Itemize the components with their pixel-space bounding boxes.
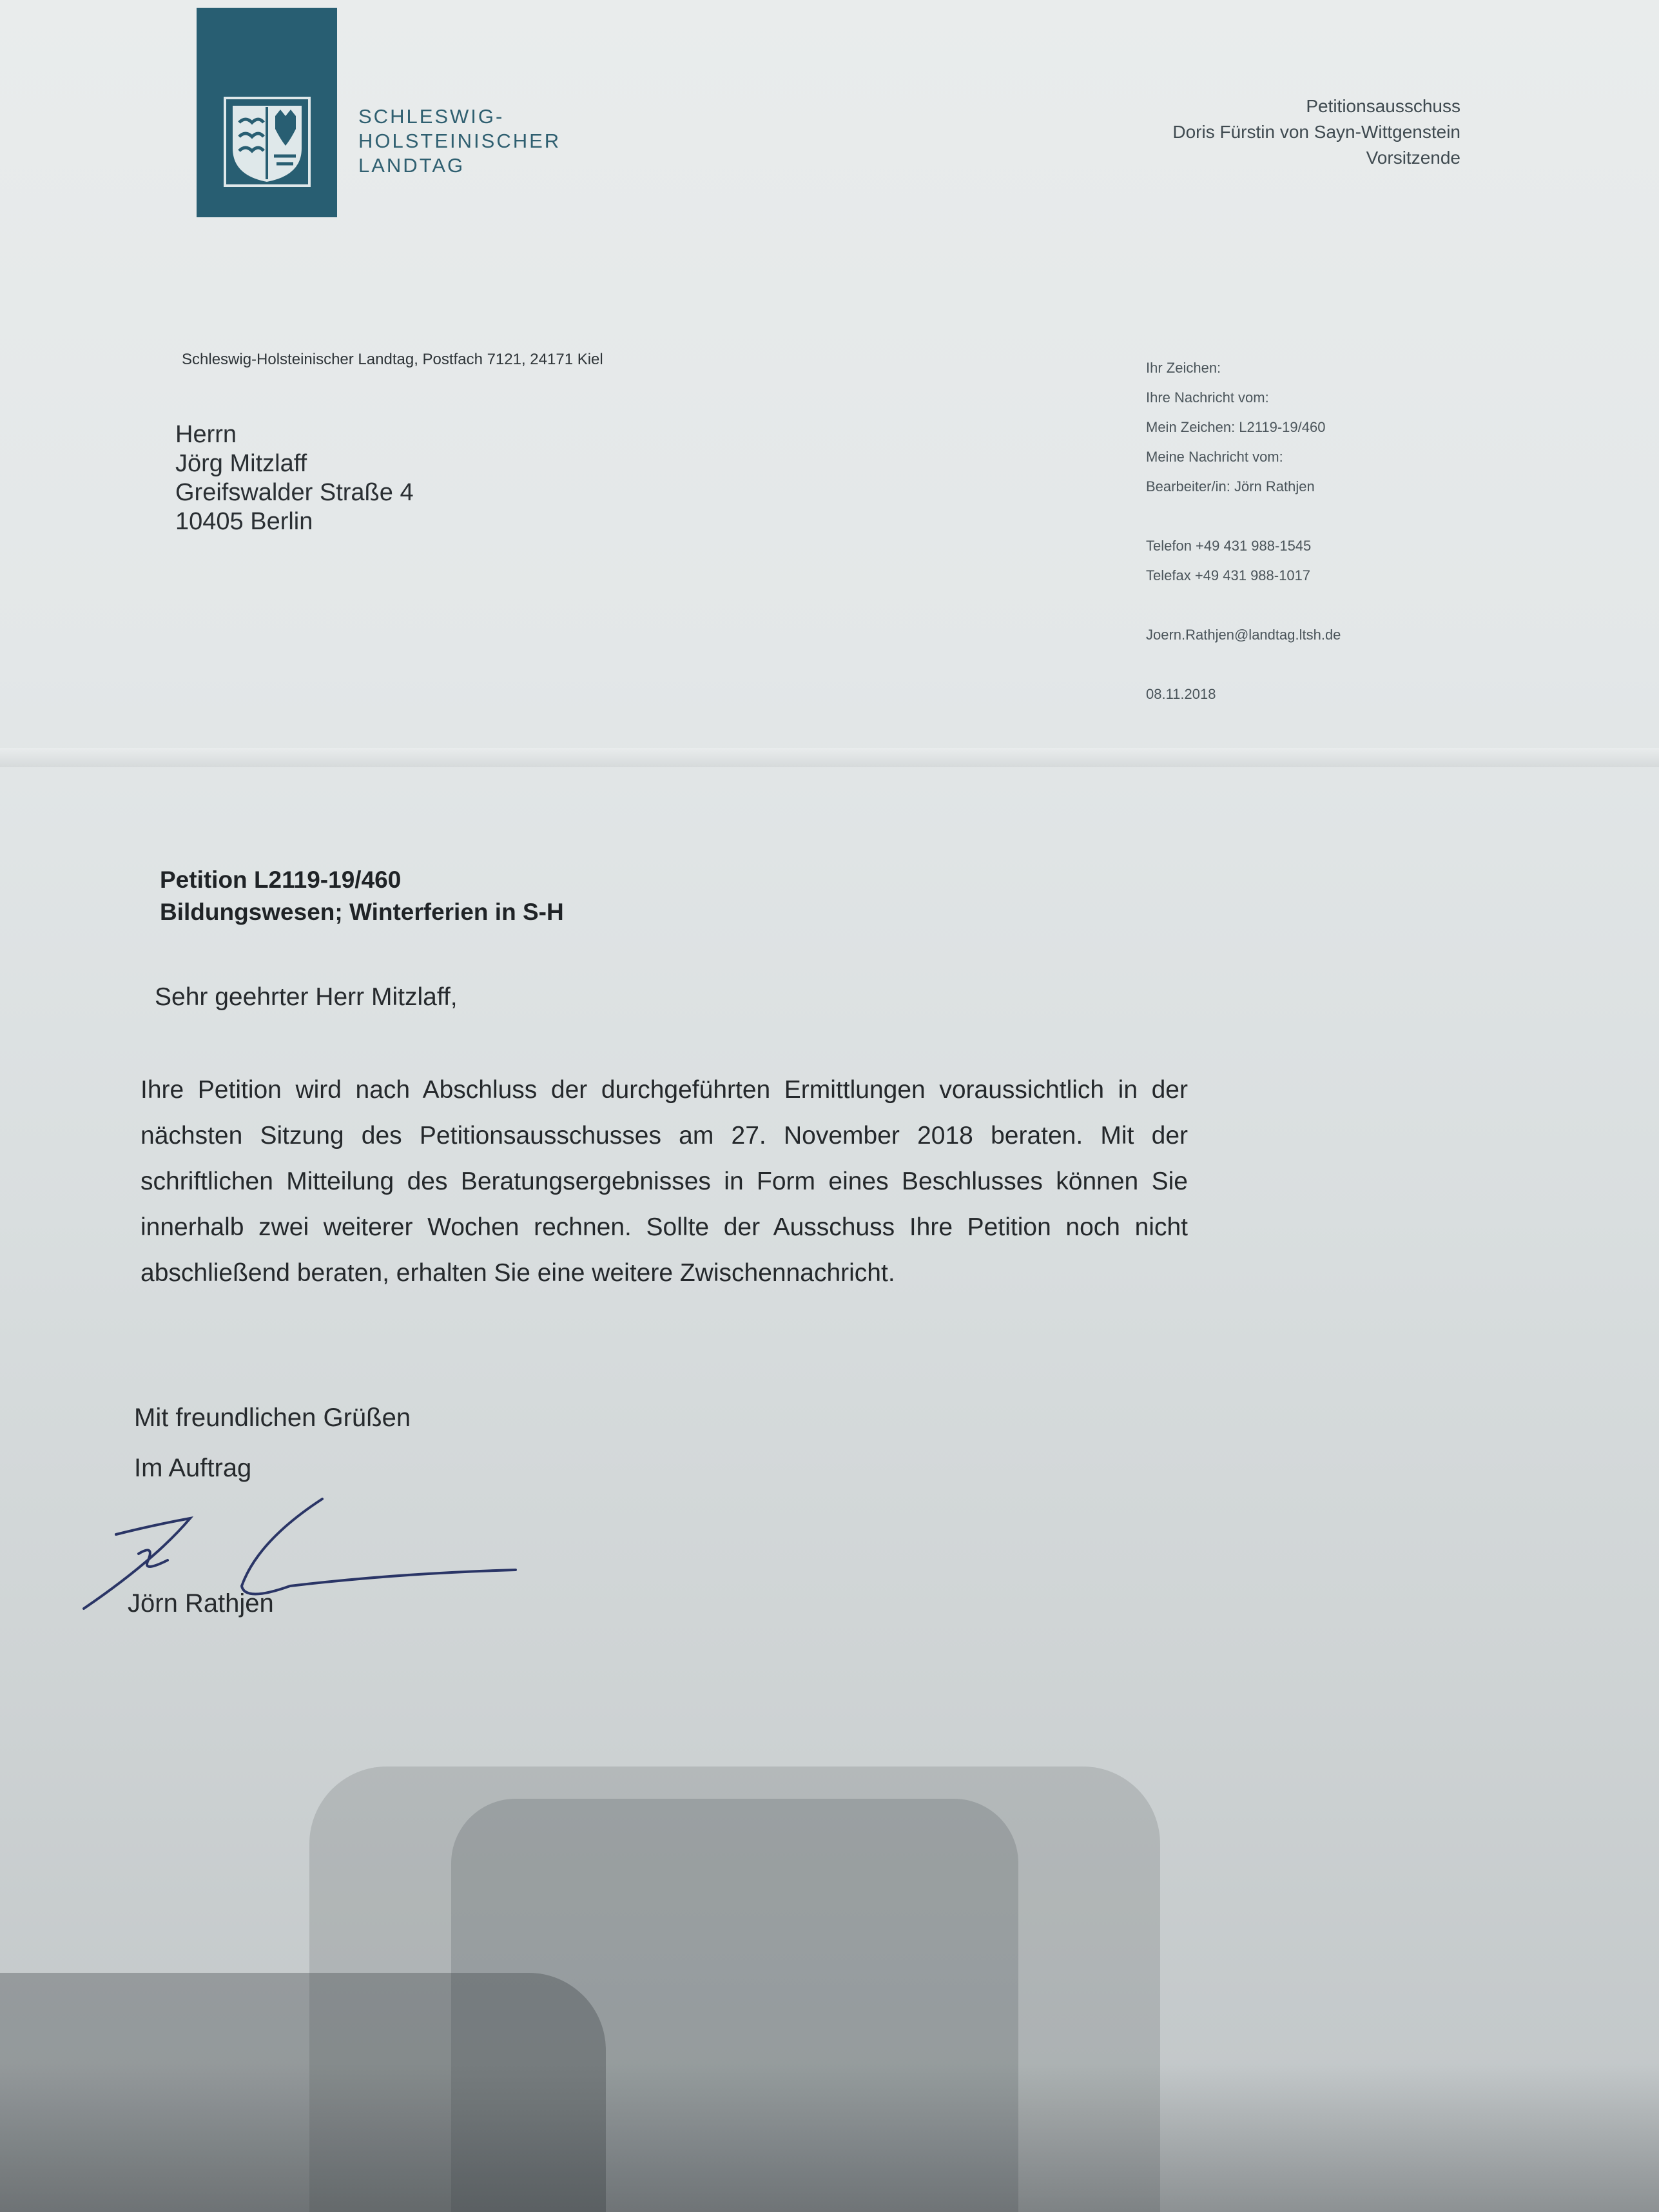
salutation: Sehr geehrter Herr Mitzlaff, — [155, 983, 458, 1011]
subject-petition: Petition L2119-19/460 — [160, 866, 402, 893]
logo-line: LANDTAG — [358, 154, 465, 177]
spacer — [1146, 591, 1341, 620]
committee-header — [1172, 93, 1460, 171]
recipient-address — [175, 420, 414, 536]
letter-body: Ihre Petition wird nach Abschluss der durchgeführten Ermittlungen voraussichtlich in der nächsten Sitzung des Petitionsausschusses am 27. November 2018 beraten. Mit der schriftlichen Mitteilung des Beratungsergebnisses in Form eines Beschlusses können Sie innerhalb zwei weiterer Wochen rechnen. Sollte der Ausschuss Ihre Petition noch nicht abschließend beraten, erhalten Sie eine weitere Zwischennachricht. — [141, 1076, 1188, 1287]
ref-email: Joern.Rathjen@landtag.ltsh.de — [1146, 627, 1341, 643]
paper-fold — [0, 748, 1659, 767]
ref-ihre-nachricht: Ihre Nachricht vom: — [1146, 389, 1269, 406]
ref-ihr-zeichen: Ihr Zeichen: — [1146, 360, 1221, 376]
closing-im-auftrag: Im Auftrag — [134, 1454, 252, 1482]
ref-mein-zeichen: Mein Zeichen: L2119-19/460 — [1146, 419, 1326, 435]
signer-name: Jörn Rathjen — [128, 1589, 274, 1618]
spacer — [1146, 502, 1341, 531]
ref-telefon: Telefon +49 431 988-1545 — [1146, 538, 1312, 554]
spacer — [1146, 650, 1341, 680]
coat-of-arms-icon — [224, 97, 311, 187]
ref-bearbeiter: Bearbeiter/in: Jörn Rathjen — [1146, 478, 1315, 494]
ref-date: 08.11.2018 — [1146, 686, 1216, 702]
subject-block — [160, 864, 564, 928]
recipient-city: 10405 Berlin — [175, 508, 313, 535]
sender-return-address: Schleswig-Holsteinischer Landtag, Postfach 7121, 24171 Kiel — [182, 351, 603, 368]
committee-role: Vorsitzende — [1366, 148, 1460, 168]
closing-block — [134, 1393, 411, 1493]
logo-line: HOLSTEINISCHER — [358, 130, 561, 152]
recipient-street: Greifswalder Straße 4 — [175, 479, 414, 506]
photo-shadow — [0, 2063, 1659, 2212]
logo-wordmark — [358, 104, 561, 178]
ref-telefax: Telefax +49 431 988-1017 — [1146, 567, 1311, 583]
ref-meine-nachricht: Meine Nachricht vom: — [1146, 449, 1283, 465]
reference-block — [1146, 353, 1341, 709]
committee-name: Petitionsausschuss — [1306, 96, 1460, 116]
recipient-title: Herrn — [175, 421, 237, 448]
subject-topic: Bildungswesen; Winterferien in S-H — [160, 899, 564, 925]
landtag-logo — [197, 8, 337, 217]
closing-greeting: Mit freundlichen Grüßen — [134, 1404, 411, 1432]
recipient-name: Jörg Mitzlaff — [175, 450, 307, 477]
logo-line: SCHLESWIG- — [358, 105, 505, 128]
committee-chair: Doris Fürstin von Sayn-Wittgenstein — [1172, 122, 1460, 142]
